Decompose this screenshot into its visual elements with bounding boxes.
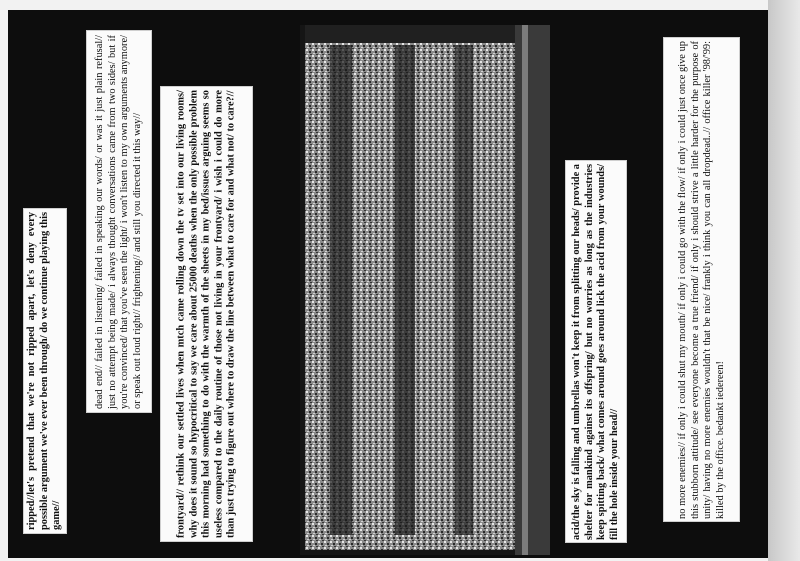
text-frontyard: frontyard// rethink our settled lives when mtch came rolling down the tv set into our living rooms/ why does it sound so hypocritical to say we care about 25000 deaths when the only possible problem this morning had something to do with the warmth of the sheets in my bed/issues arguing seems so useless compared to the daily routine of those not living in your frontyard/ i wish i could do more than just trying to figure out where to draw the line between what to care for and what not/ to care?// [175, 90, 237, 538]
text-slip-no-more-enemies [663, 37, 740, 522]
text-dead-end: dead end// failed in listening/ failed in speaking our words/ or was it just plain refusal// just no attempt being made/ i always thought conversations came from two sides/ but if you're convinced/ that you've seen the light/ i won't listen to my own arguments anymore/ or speak out loud right// frightening// and still you directed it this way// [93, 34, 143, 409]
text-no-more-enemies: no more enemies// if only i could shut my mouth/ if only i could go with the flow/ if only i could just once give up this stubborn attitude/ see everyone become a true friend/ if only i should strive a little harder for the purpose of unity/ having no more enemies wouldn't that be nice/ frankly i think you can all dropdead..// office killer '98/'99: killed by the office. bedankt iedereen! [676, 40, 726, 519]
text-acid: acid/the sky is falling and umbrellas won't keep it from splitting our heads/ provide a shelter for mankind against its offspring/ but no worries as long as the industries keep spitting back/ what comes around goes around lick the acid from your wounds/ fill the hole inside your head// [570, 163, 620, 540]
text-ripped: ripped//let's pretend that we're not ripped apart, let's deny every possible argument we've ever been through/ do we continue playing this game// [26, 212, 63, 530]
building-photo [300, 25, 550, 555]
text-slip-acid [565, 160, 627, 543]
paper-edge [768, 0, 800, 561]
text-slip-ripped [23, 208, 67, 534]
text-slip-frontyard [160, 86, 253, 542]
text-slip-dead-end [86, 30, 152, 413]
